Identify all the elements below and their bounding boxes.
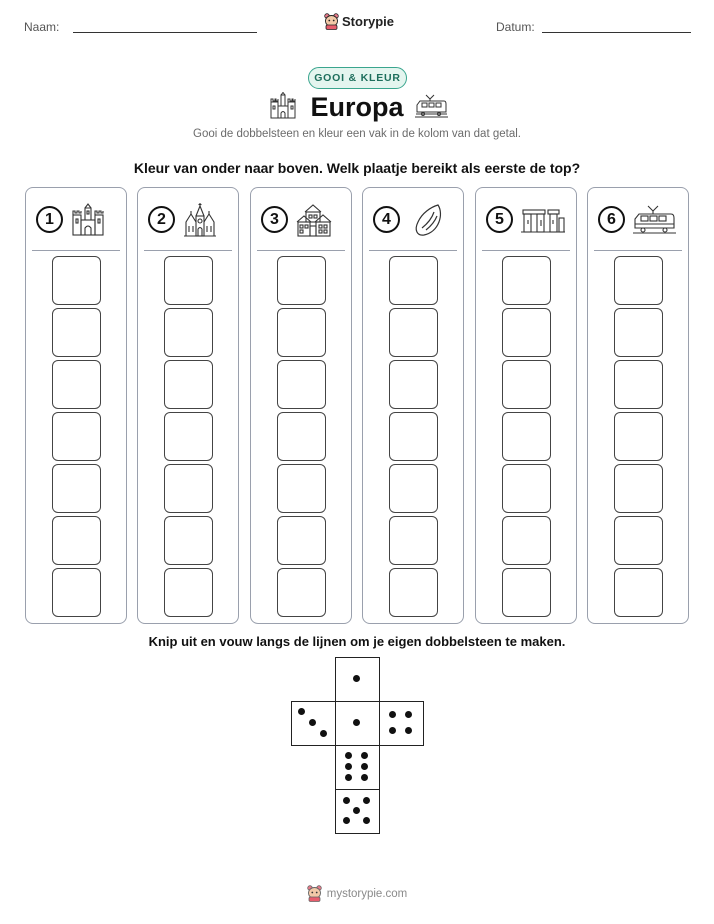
color-cell[interactable] — [614, 412, 663, 461]
color-cell[interactable] — [502, 464, 551, 513]
subtitle: Gooi de dobbelsteen en kleur een vak in de kolom van dat getal. — [193, 128, 521, 140]
dice-column-5 — [475, 187, 577, 624]
dice-face-lower — [335, 745, 380, 790]
color-cell[interactable] — [502, 256, 551, 305]
color-cell[interactable] — [277, 360, 326, 409]
dice-pip — [389, 711, 396, 718]
color-cell[interactable] — [502, 568, 551, 617]
page-title: Europa — [310, 92, 404, 122]
dice-face-top — [335, 657, 380, 702]
color-cell[interactable] — [502, 412, 551, 461]
color-cell[interactable] — [164, 568, 213, 617]
column-header — [251, 188, 351, 250]
color-cell[interactable] — [389, 516, 438, 565]
color-cell[interactable] — [389, 308, 438, 357]
column-header — [588, 188, 688, 250]
column-header — [363, 188, 463, 250]
color-cell[interactable] — [389, 412, 438, 461]
dice-pip — [320, 730, 327, 737]
dice-column-4 — [362, 187, 464, 624]
dice-pip — [361, 763, 368, 770]
color-cell[interactable] — [277, 516, 326, 565]
footer-url[interactable]: mystorypie.com — [326, 887, 408, 900]
dice-pip — [353, 807, 360, 814]
dice-column-2 — [137, 187, 239, 624]
color-cell[interactable] — [52, 516, 101, 565]
color-cell[interactable] — [614, 360, 663, 409]
dice-face-left — [291, 701, 336, 746]
dice-pip — [389, 727, 396, 734]
color-cell[interactable] — [52, 360, 101, 409]
brand-logo — [324, 13, 394, 30]
color-cell[interactable] — [502, 308, 551, 357]
column-number: 1 — [36, 206, 63, 233]
castle-icon — [70, 202, 106, 238]
dice-pip — [361, 752, 368, 759]
column-header — [26, 188, 126, 250]
color-cell[interactable] — [277, 412, 326, 461]
dice-pip — [345, 763, 352, 770]
color-cell[interactable] — [164, 256, 213, 305]
dice-pip — [405, 727, 412, 734]
dice-pip — [345, 752, 352, 759]
color-cell[interactable] — [277, 568, 326, 617]
dice-pip — [405, 711, 412, 718]
name-label: Naam: — [24, 20, 60, 34]
dice-pip — [363, 817, 370, 824]
color-cell[interactable] — [614, 568, 663, 617]
column-header — [476, 188, 576, 250]
cathedral-icon — [182, 202, 218, 238]
color-cell[interactable] — [502, 516, 551, 565]
instruction: Kleur van onder naar boven. Welk plaatje bereikt als eerste de top? — [133, 160, 581, 176]
color-cell[interactable] — [277, 308, 326, 357]
storypie-mascot-icon — [324, 13, 339, 30]
almond-icon — [411, 202, 447, 238]
color-cell[interactable] — [164, 516, 213, 565]
color-cell[interactable] — [389, 360, 438, 409]
color-cell[interactable] — [52, 568, 101, 617]
stonehenge-icon — [520, 202, 566, 238]
color-cell[interactable] — [614, 516, 663, 565]
color-cell[interactable] — [164, 308, 213, 357]
dice-pip — [343, 817, 350, 824]
dice-pip — [353, 675, 360, 682]
color-cell[interactable] — [164, 412, 213, 461]
dice-face-bottom — [335, 789, 380, 834]
color-cell[interactable] — [614, 464, 663, 513]
dice-pip — [343, 797, 350, 804]
tram-icon — [632, 202, 676, 238]
dice-pip — [363, 797, 370, 804]
name-line[interactable] — [73, 32, 257, 33]
color-cell[interactable] — [389, 464, 438, 513]
village-houses-icon — [295, 202, 333, 238]
color-cell[interactable] — [52, 412, 101, 461]
color-cell[interactable] — [164, 464, 213, 513]
color-cell[interactable] — [52, 464, 101, 513]
color-cell[interactable] — [277, 256, 326, 305]
color-cell[interactable] — [52, 308, 101, 357]
color-cell[interactable] — [614, 308, 663, 357]
dice-column-1 — [25, 187, 127, 624]
color-cell[interactable] — [502, 360, 551, 409]
column-number: 3 — [261, 206, 288, 233]
color-cell[interactable] — [389, 568, 438, 617]
dice-pip — [298, 708, 305, 715]
tram-icon — [414, 92, 448, 120]
column-number: 4 — [373, 206, 400, 233]
column-number: 2 — [148, 206, 175, 233]
color-cell[interactable] — [164, 360, 213, 409]
date-line[interactable] — [542, 32, 691, 33]
color-cell[interactable] — [52, 256, 101, 305]
color-cell[interactable] — [389, 256, 438, 305]
column-number: 6 — [598, 206, 625, 233]
dice-pip — [361, 774, 368, 781]
column-header — [138, 188, 238, 250]
dice-pip — [345, 774, 352, 781]
dice-pip — [309, 719, 316, 726]
color-cell[interactable] — [277, 464, 326, 513]
date-label: Datum: — [496, 20, 535, 34]
column-number: 5 — [486, 206, 513, 233]
color-cell[interactable] — [614, 256, 663, 305]
activity-badge: GOOI & KLEUR — [308, 67, 407, 89]
dice-column-3 — [250, 187, 352, 624]
dice-pip — [353, 719, 360, 726]
footer — [0, 885, 714, 902]
dice-face-center — [335, 701, 380, 746]
storypie-mascot-icon — [307, 885, 322, 902]
brand-name: Storypie — [342, 14, 395, 29]
dice-column-6 — [587, 187, 689, 624]
dice-face-right — [379, 701, 424, 746]
cut-instruction: Knip uit en vouw langs de lijnen om je eigen dobbelsteen te maken. — [148, 634, 566, 649]
